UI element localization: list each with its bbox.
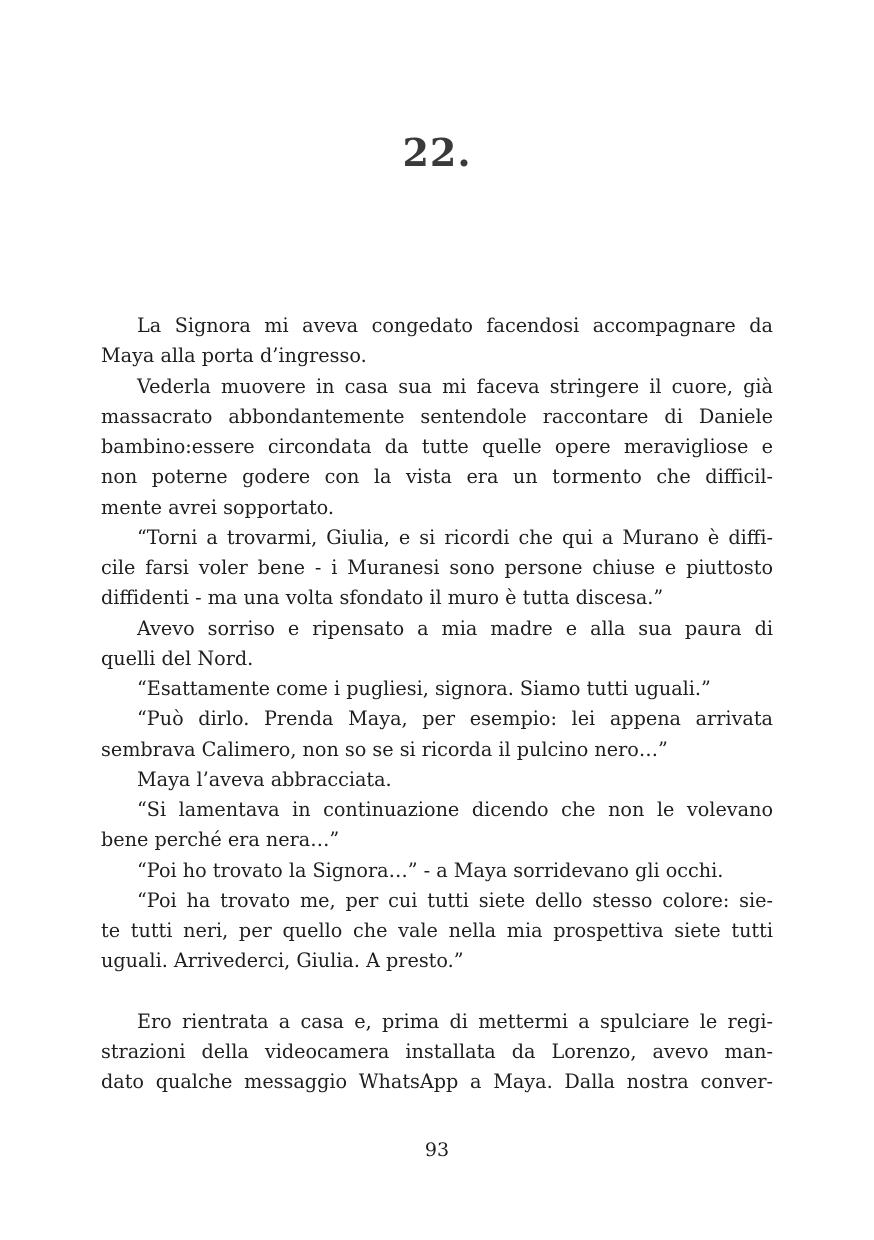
- text-line: Maya alla porta d’ingresso.: [101, 344, 367, 368]
- text-line: quelli del Nord.: [101, 646, 254, 670]
- chapter-title: 22.: [402, 130, 472, 175]
- text-line: “Si lamentava in continuazione dicendo che non le volevano: [137, 798, 773, 821]
- text-line: “Poi ho trovato la Signora…” - a Maya sorridevano gli occhi.: [137, 858, 724, 882]
- text-line: diffidenti - ma una volta sfondato il muro è tutta discesa.”: [101, 586, 664, 610]
- text-line: Ero rientrata a casa e, prima di mettermi a spulciare le regi-: [137, 1009, 773, 1033]
- text-line: sembrava Calimero, non so se si ricorda il pulcino nero…”: [101, 737, 668, 761]
- text-line: uguali. Arrivederci, Giulia. A presto.”: [101, 949, 464, 973]
- text-line: bambino:essere circondata da tutte quelle opere meravigliose e: [101, 435, 773, 458]
- text-line: “Poi ha trovato me, per cui tutti siete dello stesso colore: sie-: [137, 888, 773, 912]
- text-line: “Torni a trovarmi, Giulia, e si ricordi che qui a Murano è diffi-: [137, 525, 773, 549]
- page-number: 93: [424, 1139, 450, 1161]
- paragraph-gap: [101, 977, 773, 1007]
- text-line: Avevo sorriso e ripensato a mia madre e alla sua paura di: [137, 616, 773, 640]
- text-line: cile farsi voler bene - i Muranesi sono persone chiuse e piuttosto: [101, 556, 773, 579]
- text-line: dato qualche messaggio WhatsApp a Maya. Dalla nostra conver-: [101, 1070, 773, 1094]
- text-line: “Esattamente come i pugliesi, signora. Siamo tutti uguali.”: [137, 677, 711, 700]
- text-line: bene perché era nera…”: [101, 828, 340, 852]
- text-line: te tutti neri, per quello che vale nella mia prospettiva siete tutti: [101, 919, 773, 942]
- text-line: strazioni della videocamera installata da Lorenzo, avevo man-: [101, 1040, 773, 1063]
- text-line: La Signora mi aveva congedato facendosi accompagnare da: [137, 314, 773, 337]
- body-text: [101, 311, 773, 1098]
- text-line: massacrato abbondantemente sentendole raccontare di Daniele: [101, 404, 773, 428]
- text-line: non poterne godere con la vista era un tormento che difficil-: [101, 465, 773, 489]
- text-line: “Può dirlo. Prenda Maya, per esempio: lei appena arrivata: [137, 707, 773, 731]
- text-line: Vederla muovere in casa sua mi faceva stringere il cuore, già: [137, 374, 773, 398]
- text-line: Maya l’aveva abbracciata.: [137, 767, 392, 791]
- text-line: mente avrei sopportato.: [101, 495, 334, 519]
